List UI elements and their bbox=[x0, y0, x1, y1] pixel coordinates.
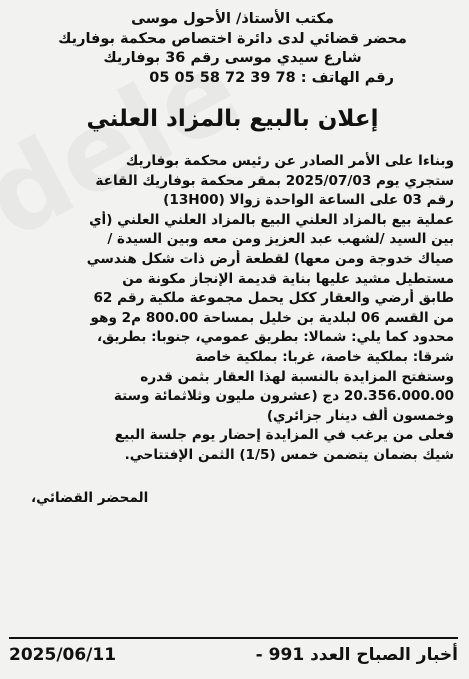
office-phone: رقم الهاتف : 78 39 72 58 05 05 bbox=[150, 69, 395, 86]
body-line: بين السيد /لشهب عبد العزيز ومن معه وبين السيدة / bbox=[108, 231, 455, 248]
notice-body bbox=[12, 152, 455, 466]
office-address: شارع سيدي موسى رقم 36 بوفاريك bbox=[104, 50, 363, 66]
body-line: فعلى من يرغب في المزايدة إحضار يوم جلسة البيع bbox=[115, 427, 455, 444]
notice-title: إعلان بالبيع بالمزاد العلني bbox=[87, 106, 380, 132]
body-line: ستجري يوم 2025/07/03 بمقر محكمة بوفاريك القاعة bbox=[96, 172, 455, 189]
body-line: طابق أرضي والعقار ككل يحمل مجموعة ملكية رقم 62 bbox=[94, 290, 455, 307]
body-line: شيك بضمان يتضمن خمس (1/5) الثمن الإفتتاحي. bbox=[125, 446, 455, 463]
bailiff-signature-label: المحضر القضائي، bbox=[32, 489, 150, 506]
publication-date: 2025/06/11 bbox=[10, 645, 118, 665]
bailiff-role: محضر قضائي لدى دائرة اختصاص محكمة بوفاريك bbox=[59, 30, 408, 47]
body-line: مستطيل مشيد عليها بناية قديمة الإنجاز مكونة من bbox=[123, 270, 455, 287]
body-line: صياك خدوجة ومن معها) لقطعة أرض ذات شكل هندسي bbox=[87, 250, 455, 267]
body-line: وخمسون ألف دينار جزائري) bbox=[267, 407, 455, 424]
body-line: شرقا: بملكية خاصة، غربا: بملكية خاصة bbox=[196, 348, 455, 365]
body-line: من القسم 06 لبلدية بن خليل بمساحة 800.00 م2 وهو bbox=[91, 309, 455, 326]
body-line: 20.356.000.00 دج (عشرون مليون وثلاثمائة وستة bbox=[114, 388, 455, 405]
publication-footer bbox=[10, 637, 459, 665]
body-line: عملية بيع بالمزاد العلني البيع بالمزاد العلني العلني (أي bbox=[90, 211, 455, 228]
body-line: وستفتح المزايدة بالنسبة لهذا العقار بثمن قدره bbox=[141, 368, 455, 385]
body-line: وبناءا على الأمر الصادر عن رئيس محكمة بوفاريك bbox=[126, 153, 455, 169]
body-line: رقم 03 على الساعة الواحدة زوالا (13H00) bbox=[164, 192, 455, 209]
notice-header bbox=[12, 10, 455, 88]
office-name: مكتب الأستاذ/ الأحول موسى bbox=[132, 11, 335, 27]
newspaper-issue: أخبار الصباح العدد 991 - bbox=[256, 645, 459, 665]
body-line: محدود كما يلي: شمالا: بطريق عمومي، جنوبا: بطريق، bbox=[98, 329, 455, 346]
